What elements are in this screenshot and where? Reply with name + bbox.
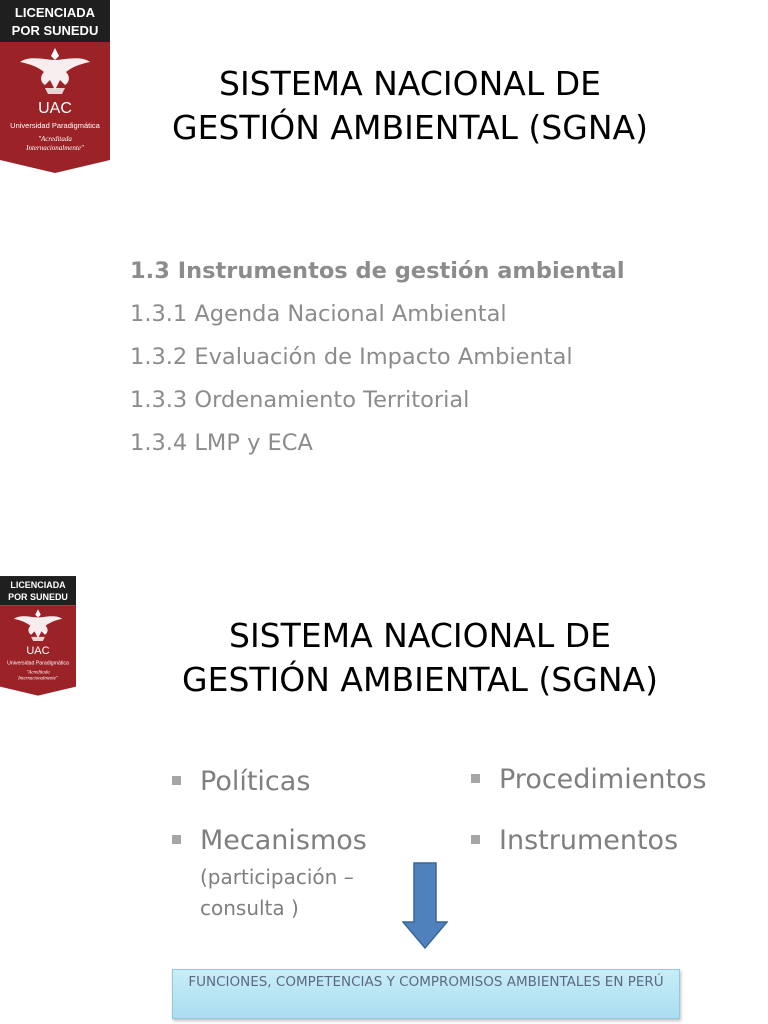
slide-2-title-line-2: GESTIÓN AMBIENTAL (SGNA) — [182, 659, 658, 699]
bullet-mecanismos-label: Mecanismos — [200, 825, 367, 856]
agenda-heading: 1.3 Instrumentos de gestión ambiental — [130, 258, 625, 284]
bullet-square-icon — [172, 776, 181, 785]
svg-text:Internacionalmente": Internacionalmente" — [26, 144, 84, 152]
down-arrow-icon — [402, 862, 448, 950]
bullet-square-icon — [471, 835, 480, 844]
result-box-text: FUNCIONES, COMPETENCIAS Y COMPROMISOS AMBIENTALES EN PERÚ — [188, 974, 664, 990]
sunedu-uac-logo — [0, 0, 110, 175]
bullet-square-icon — [172, 835, 181, 844]
svg-text:POR SUNEDU: POR SUNEDU — [11, 23, 99, 38]
agenda-list — [130, 250, 625, 465]
bullet-politicas-label: Políticas — [200, 766, 311, 797]
svg-text:Internacionalmente": Internacionalmente" — [18, 676, 58, 682]
svg-text:POR SUNEDU: POR SUNEDU — [8, 592, 68, 603]
agenda-item: 1.3.2 Evaluación de Impacto Ambiental — [130, 344, 573, 370]
bullet-procedimientos-label: Procedimientos — [499, 764, 707, 795]
svg-text:"Acreditada: "Acreditada — [38, 135, 72, 143]
bullet-instrumentos-label: Instrumentos — [499, 825, 679, 856]
slide-1-title-line-1: SISTEMA NACIONAL DE — [219, 64, 601, 103]
svg-text:UAC: UAC — [38, 100, 72, 117]
agenda-item: 1.3.4 LMP y ECA — [130, 430, 313, 456]
bullet-square-icon — [471, 774, 480, 783]
sunedu-uac-logo — [0, 576, 76, 697]
svg-text:UAC: UAC — [26, 645, 50, 658]
svg-text:"Acreditada: "Acreditada — [26, 670, 50, 676]
agenda-item: 1.3.3 Ordenamiento Territorial — [130, 387, 470, 413]
svg-text:LICENCIADA: LICENCIADA — [14, 5, 96, 20]
bullet-mecanismos-note: (participación – consulta ) — [200, 865, 354, 920]
slide-2-title — [120, 614, 720, 701]
svg-text:Universidad Paradigmática: Universidad Paradigmática — [10, 121, 100, 130]
svg-text:Universidad Paradigmática: Universidad Paradigmática — [7, 660, 69, 667]
result-box — [172, 969, 680, 1019]
slide-1-title — [110, 62, 710, 149]
agenda-item: 1.3.1 Agenda Nacional Ambiental — [130, 301, 507, 327]
slide-2-title-line-1: SISTEMA NACIONAL DE — [229, 616, 611, 655]
slide-1-title-line-2: GESTIÓN AMBIENTAL (SGNA) — [172, 107, 648, 147]
svg-text:LICENCIADA: LICENCIADA — [10, 579, 66, 590]
